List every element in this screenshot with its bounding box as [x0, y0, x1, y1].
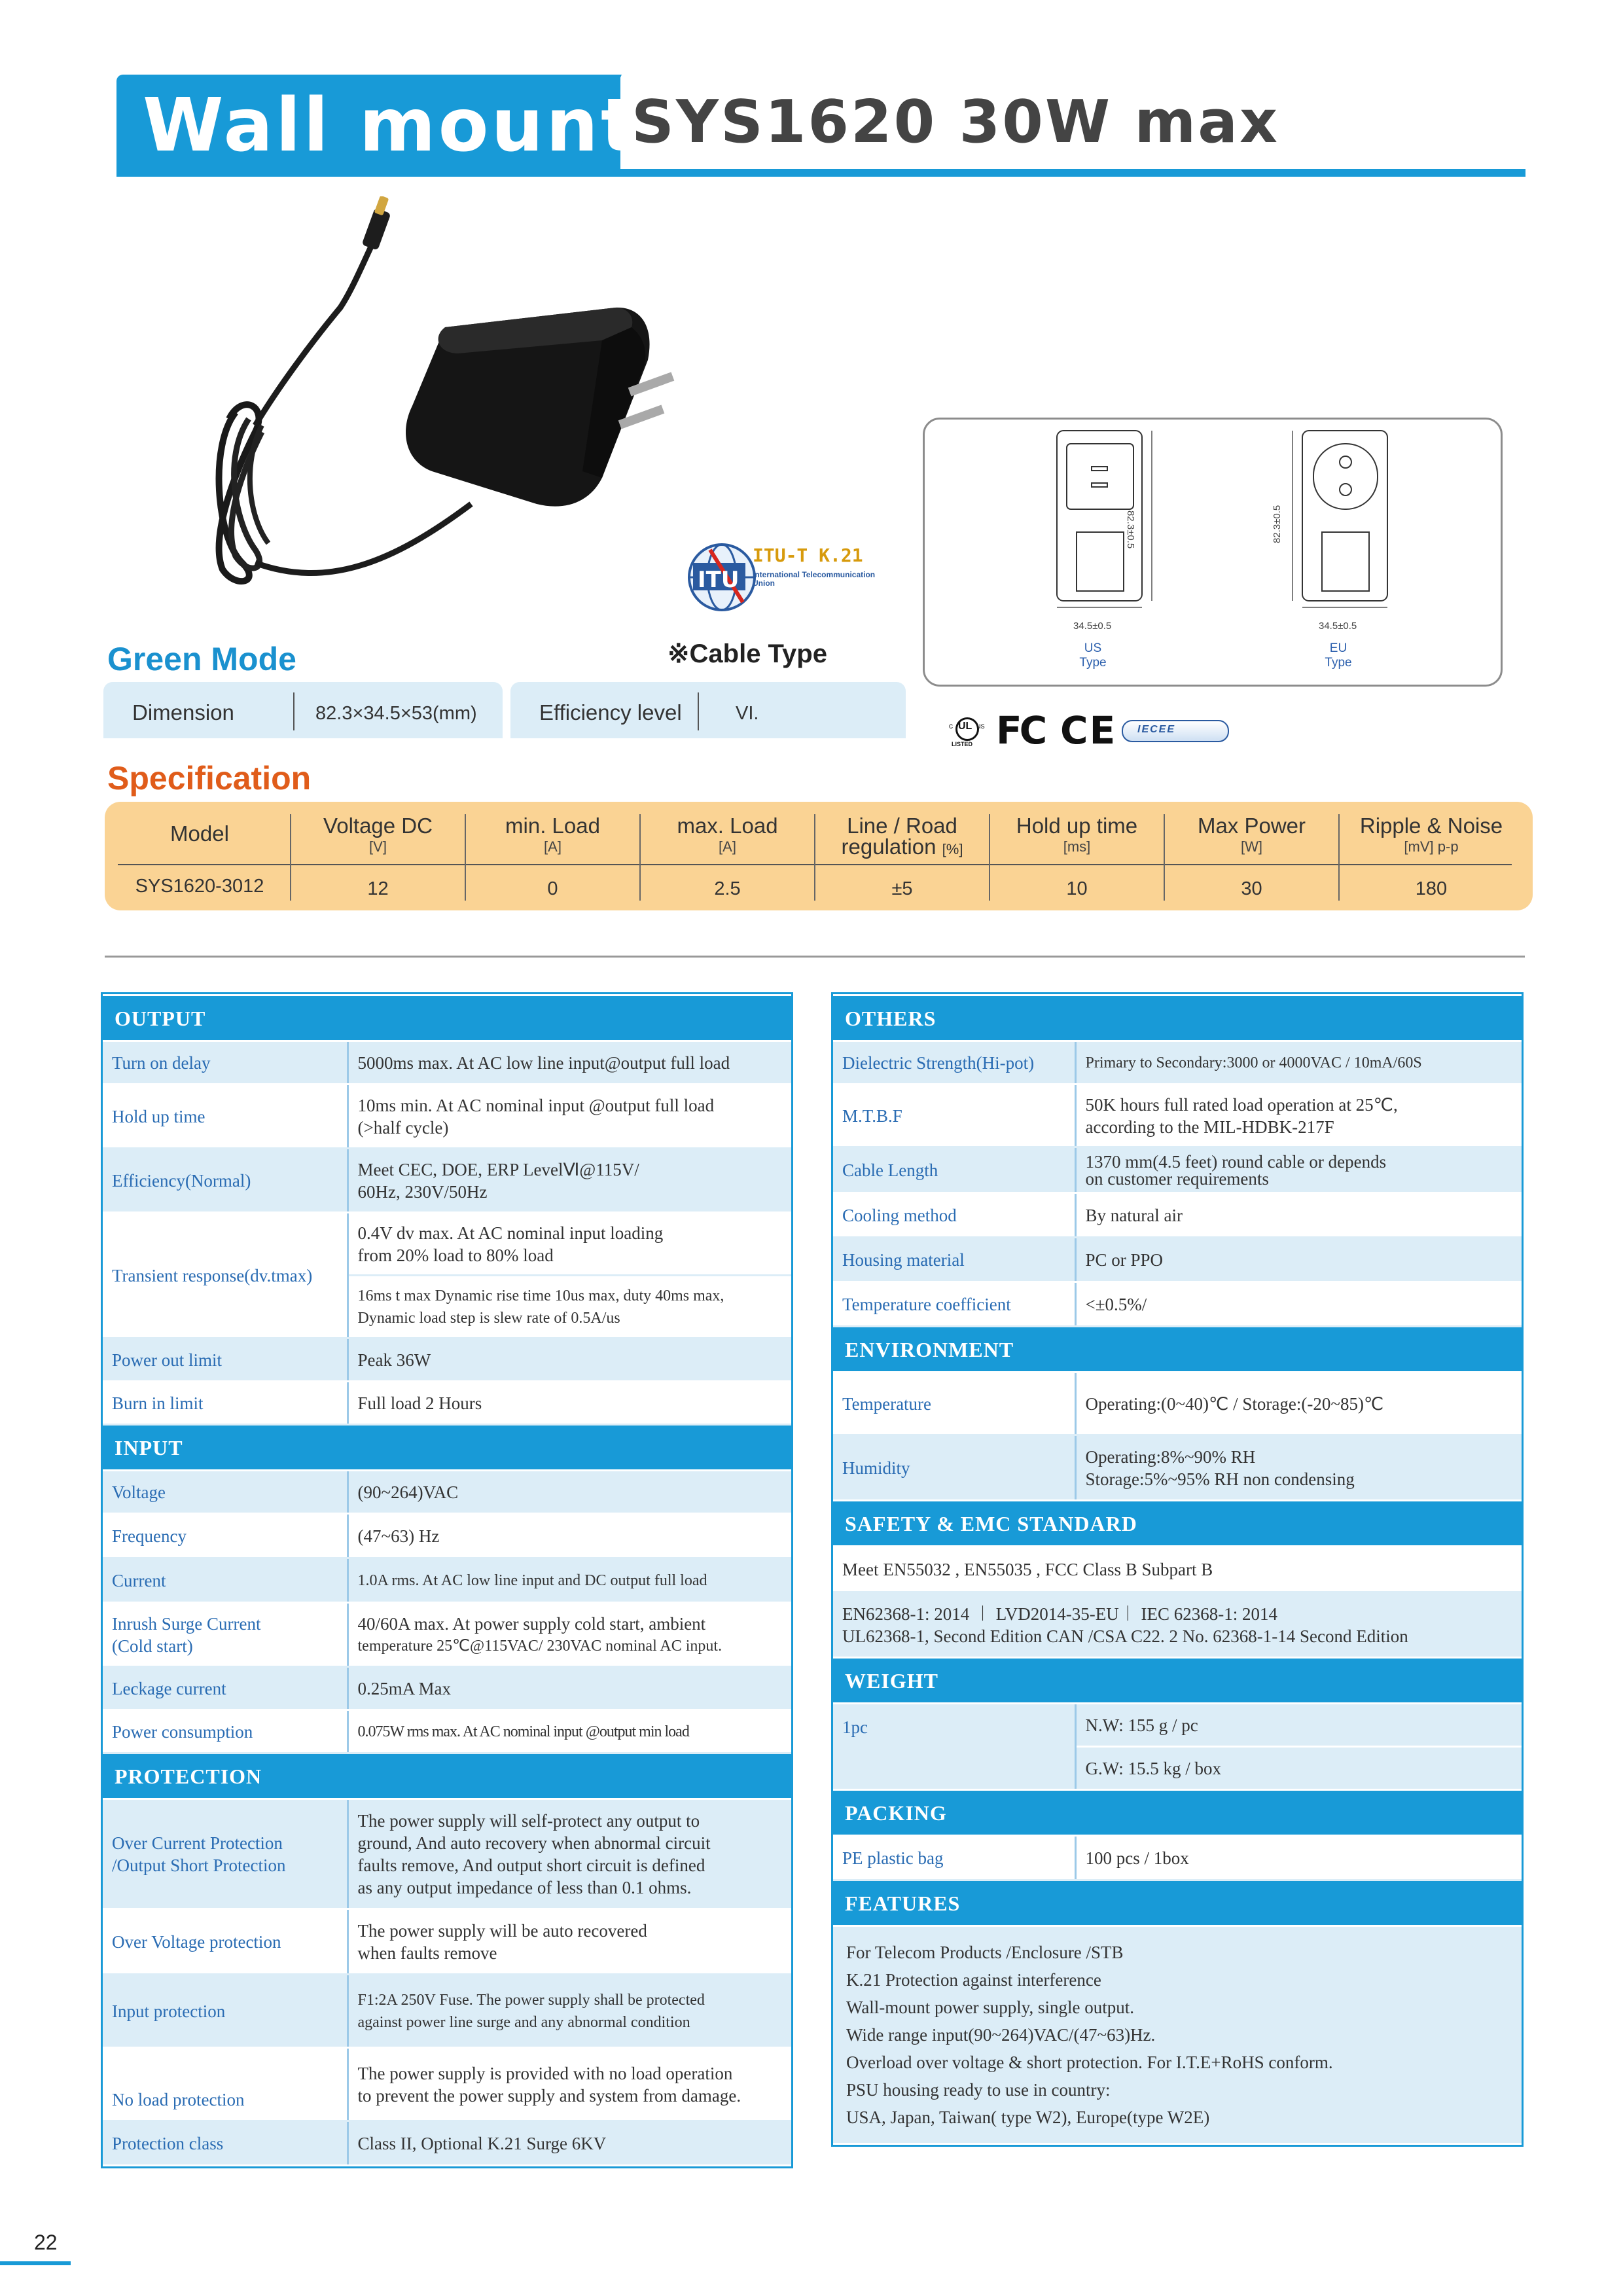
spec-unit-hold-up: [ms]	[1063, 838, 1091, 855]
spec-unit-max-power: [W]	[1241, 838, 1262, 855]
fcc-logo: FC	[996, 708, 1045, 753]
cable-length-line2: on customer requirements	[1085, 1168, 1269, 1189]
ul-listed-logo	[949, 715, 986, 751]
efficiency-line2: 60Hz, 230V/50Hz	[357, 1181, 488, 1202]
spec-value-regulation: ±5	[891, 878, 913, 899]
feature-item: USA, Japan, Taiwan( type W2), Europe(type W2E)	[846, 2108, 1210, 2127]
itu-abbr: ITU	[698, 567, 740, 593]
itu-k21-label: ITU-T K.21	[753, 545, 863, 566]
ul-listed-text: LISTED	[952, 741, 973, 747]
feature-item: PSU housing ready to use in country:	[846, 2080, 1111, 2100]
ocp-line4: as any output impedance of less than 0.1 ohms.	[357, 1877, 692, 1897]
inrush-label	[103, 1603, 348, 1667]
humidity-line1: Operating:8%~90% RH	[1085, 1446, 1256, 1467]
page-number: 22	[34, 2231, 58, 2254]
burn-in-limit-label: Burn in limit	[103, 1382, 348, 1425]
inrush-label-line2: (Cold start)	[112, 1636, 193, 1656]
spec-header-max-load: max. Load	[677, 814, 778, 838]
features-header: FEATURES	[833, 1880, 1522, 1926]
spec-unit-regulation: [%]	[942, 841, 963, 857]
cooling-label: Cooling method	[833, 1193, 1075, 1238]
safety-line2: EN62368-1: 2014 ︱ LVD2014-35-EU︱ IEC 62368-1: 2014	[842, 1604, 1277, 1624]
others-header: OTHERS	[833, 996, 1522, 1041]
input-protection-line2: against power line surge and any abnormal condition	[357, 2013, 690, 2031]
leakage-label: Leckage current	[103, 1667, 348, 1710]
spec-unit-voltage: [V]	[369, 838, 387, 855]
temp-coef-label: Temperature coefficient	[833, 1282, 1075, 1327]
specification-title: Specification	[107, 760, 312, 797]
environment-header: ENVIRONMENT	[833, 1327, 1522, 1372]
inrush-line1: 40/60A max. At power supply cold start, ambient	[357, 1613, 706, 1634]
spec-header-regulation-line2	[815, 836, 989, 860]
spec-header-regulation: Line / Road	[847, 814, 957, 838]
output-header: OUTPUT	[103, 996, 791, 1041]
input-header: INPUT	[103, 1425, 791, 1471]
transient-line1: 0.4V dv max. At AC nominal input loading	[357, 1223, 664, 1243]
inrush-label-line1: Inrush Surge Current	[112, 1613, 261, 1634]
no-load-line1: The power supply is provided with no load operation	[357, 2063, 733, 2083]
plug-drawings	[923, 418, 1499, 683]
model-title: SYS1620 30W max	[632, 88, 1280, 156]
spec-unit-max-load: [A]	[719, 838, 736, 855]
spec-header-max-power: Max Power	[1197, 814, 1306, 838]
input-protection-line1: F1:2A 250V Fuse. The power supply shall be protected	[357, 1991, 705, 2009]
feature-item: Wide range input(90~264)VAC/(47~63)Hz.	[846, 2025, 1156, 2045]
leakage-value: 0.25mA Max	[348, 1667, 791, 1710]
dimension-value: 82.3×34.5×53(mm)	[315, 703, 477, 724]
humidity-value	[1075, 1435, 1522, 1501]
efficiency-separator	[698, 692, 699, 730]
no-load-label: No load protection	[103, 2048, 348, 2121]
spec-value-max-power: 30	[1241, 878, 1262, 899]
iecee-text: IECEE	[1137, 724, 1176, 735]
power-consumption-value: 0.075W rms max. At AC nominal input @output min load	[348, 1710, 791, 1753]
us-caption-line1: US	[1084, 641, 1102, 655]
gross-weight-value: G.W: 15.5 kg / box	[1075, 1747, 1522, 1790]
ul-us-mark: us	[976, 721, 985, 730]
packing-header: PACKING	[833, 1790, 1522, 1836]
safety-header: SAFETY & EMC STANDARD	[833, 1501, 1522, 1547]
efficiency-normal-label: Efficiency(Normal)	[103, 1149, 348, 1213]
spec-value-min-load: 0	[547, 878, 558, 899]
cable-length-line1: 1370 mm(4.5 feet) round cable or depends	[1085, 1151, 1387, 1172]
ce-logo: CE	[1060, 708, 1117, 753]
feature-item: For Telecom Products /Enclosure /STB	[846, 1943, 1124, 1962]
ovp-line1: The power supply will be auto recovered	[357, 1920, 647, 1941]
efficiency-line1: Meet CEC, DOE, ERP LevelⅥ@115V/	[357, 1159, 639, 1179]
efficiency-normal-value	[348, 1149, 791, 1213]
mtbf-value	[1075, 1085, 1522, 1147]
us-width-dimension: 34.5±0.5	[1073, 620, 1112, 632]
spec-value-hold-up: 10	[1066, 878, 1088, 899]
no-load-line2: to prevent the power supply and system from damage.	[357, 2085, 741, 2106]
eu-type-caption	[1299, 641, 1378, 670]
voltage-label: Voltage	[103, 1471, 348, 1514]
ocp-label-line2: /Output Short Protection	[112, 1855, 286, 1875]
left-spec-table	[101, 992, 793, 2168]
safety-standards	[833, 1592, 1522, 1658]
cable-length-value	[1075, 1147, 1522, 1193]
spec-header-regulation-word: regulation	[841, 834, 936, 859]
input-protection-label: Input protection	[103, 1975, 348, 2048]
ocp-value	[348, 1799, 791, 1909]
spec-unit-min-load: [A]	[544, 838, 562, 855]
ovp-line2: when faults remove	[357, 1943, 497, 1963]
spec-value-ripple: 180	[1415, 878, 1448, 899]
ocp-line2: ground, And auto recovery when abnormal circuit	[357, 1833, 711, 1853]
hold-up-time-line2: (>half cycle)	[357, 1117, 449, 1138]
power-consumption-label: Power consumption	[103, 1710, 348, 1753]
cable-type-label: ※Cable Type	[668, 639, 827, 668]
spec-unit-ripple: [mV] p-p	[1404, 838, 1459, 855]
dimension-label: Dimension	[132, 700, 234, 725]
spec-header-voltage: Voltage DC	[323, 814, 433, 838]
features-list	[833, 1926, 1522, 2144]
dielectric-label: Dielectric Strength(Hi-pot)	[833, 1041, 1075, 1085]
ocp-label	[103, 1799, 348, 1909]
voltage-value: (90~264)VAC	[348, 1471, 791, 1514]
transient-line4: Dynamic load step is slew rate of 0.5A/us	[357, 1309, 620, 1327]
ocp-line3: faults remove, And output short circuit is defined	[357, 1855, 705, 1875]
cooling-value: By natural air	[1075, 1193, 1522, 1238]
hold-up-time-value	[348, 1085, 791, 1149]
spec-header-min-load: min. Load	[505, 814, 600, 838]
feature-item: K.21 Protection against interference	[846, 1970, 1101, 1990]
feature-item: Overload over voltage & short protection. For I.T.E+RoHS conform.	[846, 2053, 1333, 2072]
temp-coef-value: <±0.5%/	[1075, 1282, 1522, 1327]
ovp-label: Over Voltage protection	[103, 1909, 348, 1975]
power-out-limit-label: Power out limit	[103, 1338, 348, 1382]
housing-value: PC or PPO	[1075, 1238, 1522, 1282]
packing-value: 100 pcs / 1box	[1075, 1836, 1522, 1880]
transient-line2: from 20% load to 80% load	[357, 1245, 554, 1265]
temperature-label: Temperature	[833, 1372, 1075, 1435]
turn-on-delay-value: 5000ms max. At AC low line input@output full load	[348, 1041, 791, 1085]
protection-class-label: Protection class	[103, 2121, 348, 2166]
humidity-label: Humidity	[833, 1435, 1075, 1501]
net-weight-value: N.W: 155 g / pc	[1075, 1704, 1522, 1747]
itu-organization-name: International Telecommunication Union	[753, 570, 876, 588]
transient-line3: 16ms t max Dynamic rise time 10us max, duty 40ms max,	[357, 1287, 724, 1304]
header-rule	[116, 169, 1525, 177]
adapter-product-image	[196, 196, 694, 602]
green-mode-title: Green Mode	[107, 641, 296, 677]
humidity-line2: Storage:5%~95% RH non condensing	[1085, 1469, 1355, 1489]
inrush-line2: temperature 25℃@115VAC/ 230VAC nominal AC input.	[357, 1637, 722, 1655]
safety-line3: UL62368-1, Second Edition CAN /CSA C22. 2 No. 62368-1-14 Second Edition	[842, 1626, 1408, 1646]
feature-item: Wall-mount power supply, single output.	[846, 1998, 1135, 2017]
mtbf-label: M.T.B.F	[833, 1085, 1075, 1147]
ul-mark: UL	[958, 721, 972, 732]
us-height-dimension: 82.3±0.5	[1125, 511, 1136, 549]
ocp-label-line1: Over Current Protection	[112, 1833, 283, 1853]
right-spec-table	[831, 992, 1524, 2147]
transient-response-value2	[348, 1276, 791, 1338]
spec-value-voltage: 12	[367, 878, 389, 899]
page-title: Wall mount	[143, 83, 639, 168]
current-value: 1.0A rms. At AC low line input and DC output full load	[348, 1558, 791, 1603]
hold-up-time-label: Hold up time	[103, 1085, 348, 1149]
temperature-value: Operating:(0~40)℃ / Storage:(-20~85)℃	[1075, 1372, 1522, 1435]
ul-c-mark: c	[949, 721, 953, 730]
transient-response-value1	[348, 1213, 791, 1276]
power-out-limit-value: Peak 36W	[348, 1338, 791, 1382]
safety-line1: Meet EN55032 , EN55035 , FCC Class B Subpart B	[833, 1547, 1522, 1592]
mtbf-line2: according to the MIL-HDBK-217F	[1085, 1117, 1334, 1137]
current-label: Current	[103, 1558, 348, 1603]
packing-label: PE plastic bag	[833, 1836, 1075, 1880]
mtbf-line1: 50K hours full rated load operation at 25℃,	[1085, 1094, 1398, 1115]
weight-label: 1pc	[833, 1704, 1075, 1790]
us-type-caption	[1054, 641, 1132, 670]
turn-on-delay-label: Turn on delay	[103, 1041, 348, 1085]
eu-height-dimension: 82.3±0.5	[1272, 505, 1283, 543]
efficiency-label: Efficiency level	[539, 700, 682, 725]
us-caption-line2: Type	[1079, 656, 1107, 670]
efficiency-value: VI.	[736, 703, 759, 724]
weight-header: WEIGHT	[833, 1658, 1522, 1704]
page-number-rule	[0, 2261, 71, 2265]
iecee-logo	[1122, 720, 1229, 742]
eu-caption-line2: Type	[1325, 656, 1352, 670]
spec-header-model: Model	[170, 821, 229, 846]
ovp-value	[348, 1909, 791, 1975]
spec-header-ripple: Ripple & Noise	[1359, 814, 1503, 838]
spec-value-max-load: 2.5	[714, 878, 741, 899]
hold-up-time-line1: 10ms min. At AC nominal input @output full load	[357, 1095, 715, 1115]
dielectric-value: Primary to Secondary:3000 or 4000VAC / 10mA/60S	[1075, 1041, 1522, 1085]
input-protection-value	[348, 1975, 791, 2048]
protection-header: PROTECTION	[103, 1753, 791, 1799]
inrush-value	[348, 1603, 791, 1667]
section-divider	[105, 956, 1525, 958]
housing-label: Housing material	[833, 1238, 1075, 1282]
burn-in-limit-value: Full load 2 Hours	[348, 1382, 791, 1425]
protection-class-value: Class II, Optional K.21 Surge 6KV	[348, 2121, 791, 2166]
spec-header-hold-up: Hold up time	[1016, 814, 1138, 838]
no-load-value	[348, 2048, 791, 2121]
dimension-separator	[293, 692, 294, 730]
frequency-label: Frequency	[103, 1514, 348, 1558]
ocp-line1: The power supply will self-protect any output to	[357, 1810, 700, 1831]
eu-width-dimension: 34.5±0.5	[1319, 620, 1357, 632]
transient-response-label: Transient response(dv.tmax)	[103, 1213, 348, 1338]
eu-caption-line1: EU	[1329, 641, 1347, 655]
frequency-value: (47~63) Hz	[348, 1514, 791, 1558]
cable-length-label: Cable Length	[833, 1147, 1075, 1193]
spec-value-model: SYS1620-3012	[135, 876, 264, 897]
